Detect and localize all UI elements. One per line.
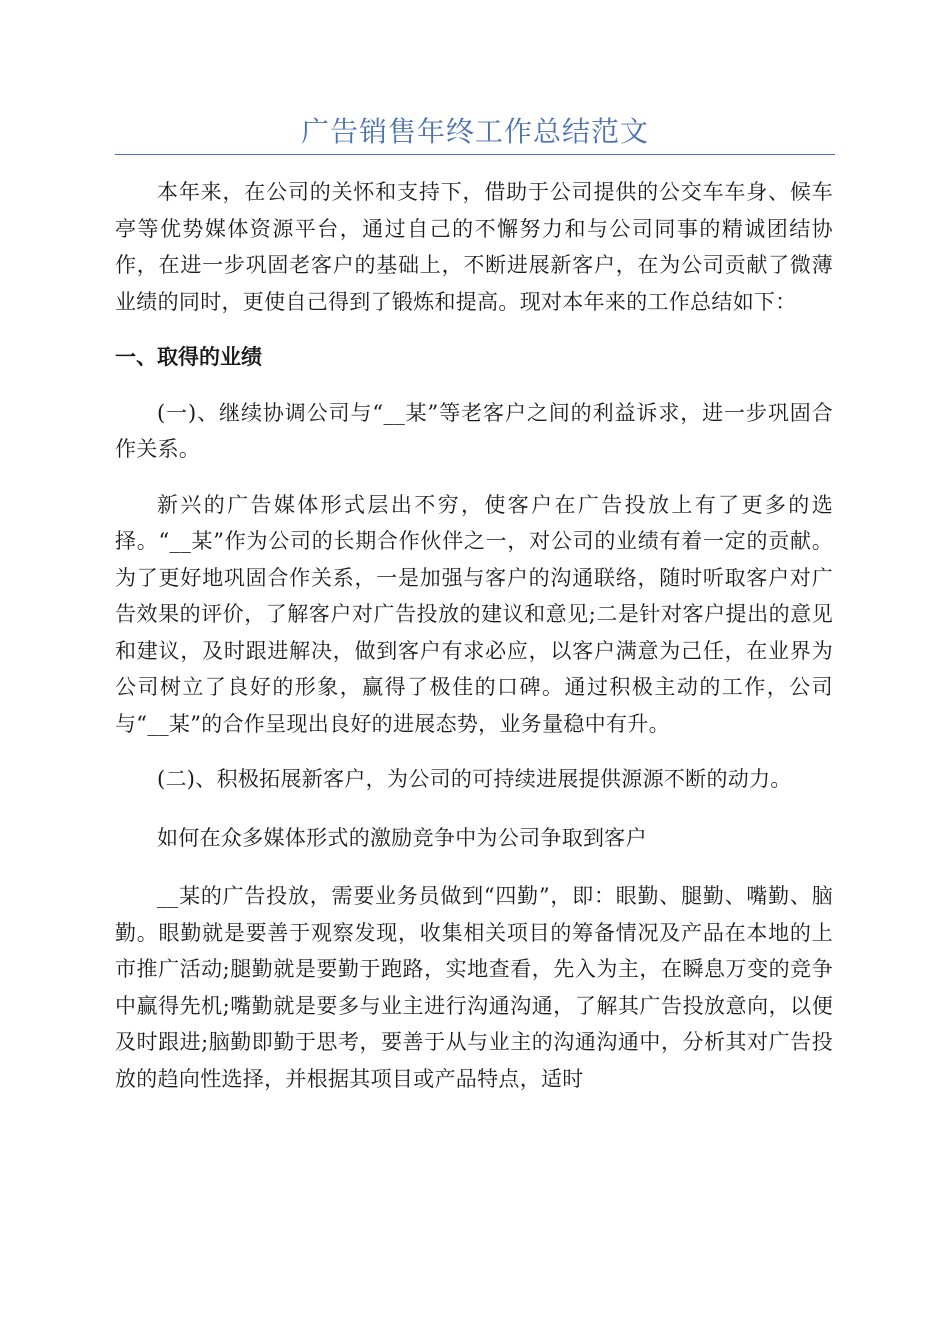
document-title: 广告销售年终工作总结范文 (300, 115, 649, 148)
section-heading: 一、取得的业绩 (115, 344, 262, 369)
subsection-1-heading: (一)、继续协调公司与“__某”等老客户之间的利益诉求，进一步巩固合作关系。 (115, 400, 833, 461)
body-paragraph: 新兴的广告媒体形式层出不穷，使客户在广告投放上有了更多的选择。“__某”作为公司的长期合作伙伴之一，对公司的业绩有着一定的贡献。为了更好地巩固合作关系，一是加强与客户的沟通联络，随时听取客户对广告效果的评价，了解客户对广告投放的建议和意见;二是针对客户提出的意见和建议，及时跟进解决，做到客户有求必应，以客户满意为己任，在业界为公司树立了良好的形象，赢得了极佳的口碑。通过积极主动的工作，公司与“__某”的合作呈现出良好的进展态势，业务量稳中有升。 (115, 492, 833, 736)
subsection-2-heading: (二)、积极拓展新客户，为公司的可持续进展提供源源不断的动力。 (157, 767, 792, 791)
intro-paragraph: 本年来，在公司的关怀和支持下，借助于公司提供的公交车车身、候车亭等优势媒体资源平台，通过自己的不懈努力和与公司同事的精诚团结协作，在进一步巩固老客户的基础上，不断进展新客户，在为公司贡献了微薄业绩的同时，更使自己得到了锻炼和提高。现对本年来的工作总结如下： (115, 180, 833, 314)
title-underline (115, 154, 835, 155)
body-paragraph: 如何在众多媒体形式的激励竞争中为公司争取到客户 (157, 825, 647, 850)
body-paragraph: __某的广告投放，需要业务员做到“四勤”，即：眼勤、腿勤、嘴勤、脑勤。眼勤就是要善于观察发现，收集相关项目的筹备情况及产品在本地的上市推广活动;腿勤就是要勤于跑路，实地查看，先入为主，在瞬息万变的竞争中赢得先机;嘴勤就是要多与业主进行沟通沟通，了解其广告投放意向，以便及时跟进;脑勤即勤于思考，要善于从与业主的沟通沟通中，分析其对广告投放的趋向性选择，并根据其项目或产品特点，适时 (115, 884, 833, 1091)
document-body (115, 174, 833, 1097)
